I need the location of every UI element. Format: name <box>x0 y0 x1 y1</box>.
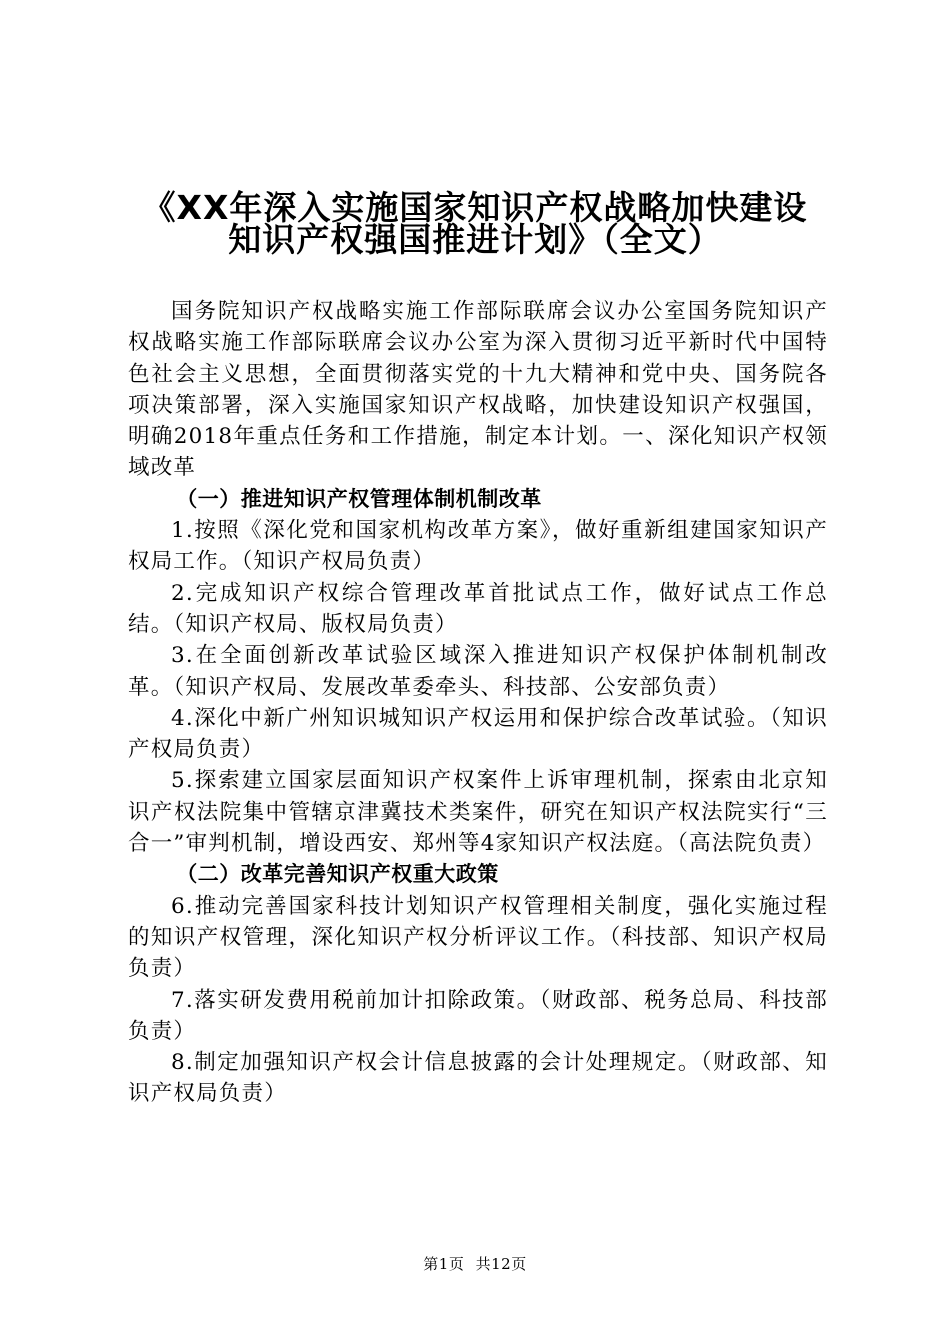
body-paragraph: 5.探索建立国家层面知识产权案件上诉审理机制，探索由北京知识产权法院集中管辖京津冀技术类案件，研究在知识产权法院实行“三合一”审判机制，增设西安、郑州等4家知识产权法庭。（高法院负责） <box>128 768 828 857</box>
section-heading: （一）推进知识产权管理体制机制改革 <box>176 486 542 511</box>
page-total: 共12页 <box>475 1255 527 1273</box>
page-footer <box>0 1253 950 1274</box>
body-paragraph: 4.深化中新广州知识城知识产权运用和保护综合改革试验。（知识产权局负责） <box>128 705 828 763</box>
body-paragraph: 8.制定加强知识产权会计信息披露的会计处理规定。（财政部、知识产权局负责） <box>128 1050 828 1107</box>
page-number: 第1页 <box>423 1255 465 1273</box>
body-paragraph: 1.按照《深化党和国家机构改革方案》，做好重新组建国家知识产权局工作。（知识产权局负责） <box>128 518 828 575</box>
body-paragraph: 7.落实研发费用税前加计扣除政策。（财政部、税务总局、科技部负责） <box>128 987 828 1044</box>
document-title-line-2: 知识产权强国推进计划》（全文） <box>228 220 722 259</box>
body-paragraph: 3.在全面创新改革试验区域深入推进知识产权保护体制机制改革。（知识产权局、发展改革委牵头、科技部、公安部负责） <box>128 643 828 700</box>
body-paragraph: 6.推动完善国家科技计划知识产权管理相关制度，强化实施过程的知识产权管理，深化知识产权分析评议工作。（科技部、知识产权局负责） <box>128 893 828 982</box>
body-paragraph: 国务院知识产权战略实施工作部际联席会议办公室国务院知识产权战略实施工作部际联席会议办公室为深入贯彻习近平新时代中国特色社会主义思想，全面贯彻落实党的十九大精神和党中央、国务院各项决策部署，深入实施国家知识产权战略，加快建设知识产权强国，明确2018年重点任务和工作措施，制定本计划。一、深化知识产权领域改革 <box>128 299 828 481</box>
section-heading: （二）改革完善知识产权重大政策 <box>176 862 499 887</box>
body-paragraph: 2.完成知识产权综合管理改革首批试点工作，做好试点工作总结。（知识产权局、版权局负责） <box>128 580 828 637</box>
document-body <box>128 296 828 1110</box>
document-title-line-1: 《XX年深入实施国家知识产权战略加快建设 <box>142 188 808 227</box>
